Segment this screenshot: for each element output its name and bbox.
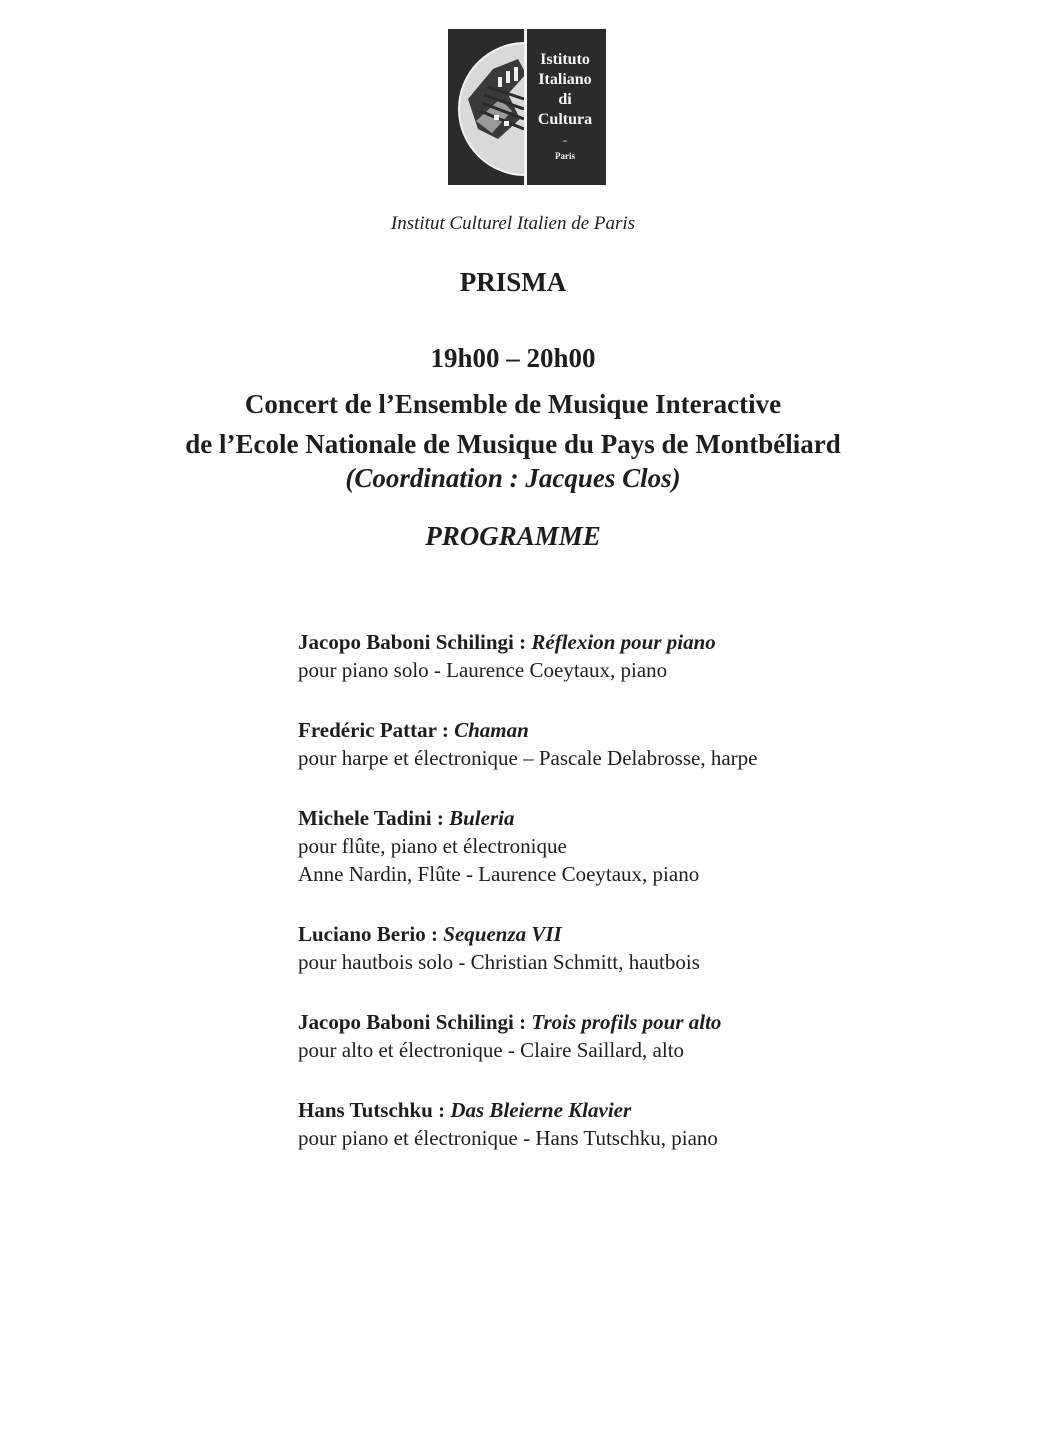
- title-separator: :: [425, 922, 444, 946]
- logo-line: Cultura: [537, 111, 593, 128]
- programme-item-heading: [298, 716, 998, 744]
- performance-details: pour harpe et électronique – Pascale Delabrosse, harpe: [298, 746, 758, 770]
- concert-title-line-2: de l’Ecole Nationale de Musique du Pays de Montbéliard: [185, 429, 841, 459]
- title-separator: :: [431, 806, 450, 830]
- logo-line: Istituto: [540, 51, 590, 68]
- programme-item: [298, 920, 998, 1008]
- performance-details: pour hautbois solo - Christian Schmitt, hautbois: [298, 950, 700, 974]
- performance-details: pour piano et électronique - Hans Tutschku, piano: [298, 1126, 718, 1150]
- programme-item-heading: [298, 628, 998, 656]
- logo-line: di: [558, 91, 572, 108]
- logo-wordmark: [530, 50, 600, 130]
- work-title: Sequenza VII: [443, 922, 562, 946]
- title-separator: :: [436, 718, 455, 742]
- programme-item: [298, 804, 998, 920]
- logo-separator: -: [563, 133, 567, 147]
- logo-line: Italiano: [538, 71, 592, 88]
- institute-name: Institut Culturel Italien de Paris: [390, 213, 636, 234]
- programme-item-heading: [298, 1008, 998, 1036]
- work-title: Trois profils pour alto: [531, 1010, 722, 1034]
- title-separator: :: [513, 1010, 532, 1034]
- composer-name: Michele Tadini: [298, 806, 432, 830]
- programme-item: [298, 716, 998, 804]
- work-title: Das Bleierne Klavier: [450, 1098, 632, 1122]
- title-separator: :: [432, 1098, 451, 1122]
- event-time: 19h00 – 20h00: [430, 343, 596, 373]
- work-title: Réflexion pour piano: [531, 630, 716, 654]
- programme-item-heading: [298, 1096, 998, 1124]
- composer-name: Luciano Berio: [298, 922, 426, 946]
- composer-name: Jacopo Baboni Schilingi: [298, 1010, 514, 1034]
- performance-details: pour alto et électronique - Claire Saillard, alto: [298, 1038, 685, 1062]
- composer-name: Hans Tutschku: [298, 1098, 433, 1122]
- institute-logo: [448, 29, 606, 185]
- composer-name: Jacopo Baboni Schilingi: [298, 630, 514, 654]
- programme-heading: PROGRAMME: [425, 521, 601, 551]
- title-separator: :: [513, 630, 532, 654]
- performers-line: Anne Nardin, Flûte - Laurence Coeytaux, piano: [298, 862, 700, 886]
- coordination-credit: (Coordination : Jacques Clos): [345, 463, 681, 493]
- programme-item: [298, 1096, 998, 1184]
- logo-city: Paris: [555, 151, 575, 161]
- composer-name: Fredéric Pattar: [298, 718, 437, 742]
- programme-item: [298, 1008, 998, 1096]
- page-title: PRISMA: [459, 267, 567, 297]
- concert-title-line-1: Concert de l’Ensemble de Musique Interactive: [244, 389, 782, 419]
- work-title: Buleria: [449, 806, 515, 830]
- programme-item-heading: [298, 920, 998, 948]
- programme-item-heading: [298, 804, 998, 832]
- programme-item: [298, 628, 998, 716]
- programme-list: [298, 628, 998, 1184]
- work-title: Chaman: [454, 718, 529, 742]
- performance-details: pour flûte, piano et électronique: [298, 834, 567, 858]
- logo-divider: [524, 29, 527, 185]
- performance-details: pour piano solo - Laurence Coeytaux, piano: [298, 658, 668, 682]
